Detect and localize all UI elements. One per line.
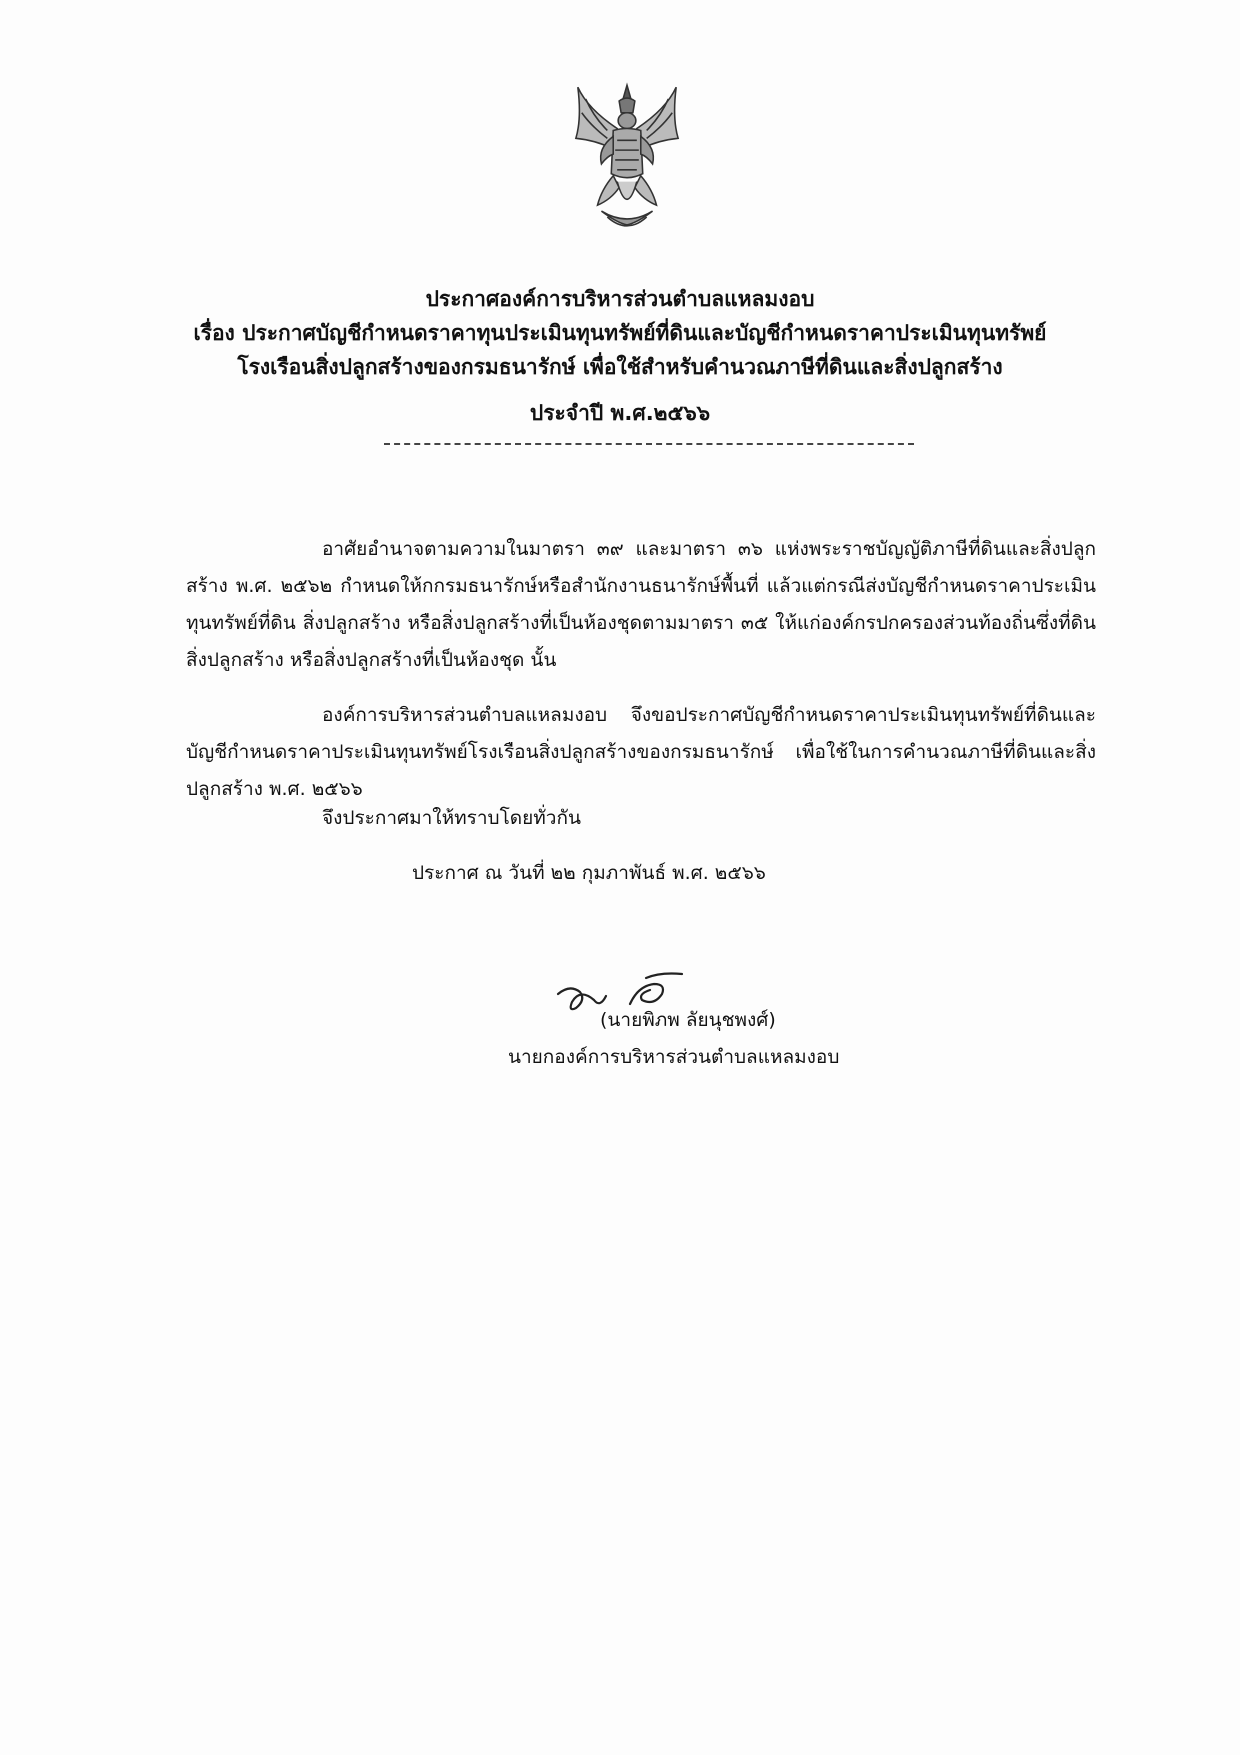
closing-statement: จึงประกาศมาให้ทราบโดยทั่วกัน [322,807,581,829]
body-paragraph-2: องค์การบริหารส่วนตำบลแหลมงอบ จึงขอประกาศบัญชีกำหนดราคาประเมินทุนทรัพย์ที่ดินและบัญชีกำหนดราคาประเมินทุนทรัพย์โรงเรือนสิ่งปลูกสร้างของกรมธนารักษ์ เพื่อใช้ในการคำนวณภาษีที่ดินและสิ่งปลูกสร้าง พ.ศ. ๒๕๖๖ [186,704,1096,800]
fiscal-year-line: ประจำปี พ.ศ.๒๕๖๖ [529,401,711,425]
subject-line: เรื่อง ประกาศบัญชีกำหนดราคาทุนประเมินทุนทรัพย์ที่ดินและบัญชีกำหนดราคาประเมินทุนทรัพย์ [193,321,1047,345]
body-paragraph-1: อาศัยอำนาจตามความในมาตรา ๓๙ และมาตรา ๓๖ แห่งพระราชบัญญัติภาษีที่ดินและสิ่งปลูกสร้าง พ.ศ. ๒๕๖๒ กำหนดให้กกรมธนารักษ์หรือสำนักงานธนารักษ์พื้นที่ แล้วแต่กรณีส่งบัญชีกำหนดราคาประเมินทุนทรัพย์ที่ดิน สิ่งปลูกสร้าง หรือสิ่งปลูกสร้างที่เป็นห้องชุดตามมาตรา ๓๕ ให้แก่องค์กรปกครองส่วนท้องถิ่นซึ่งที่ดิน สิ่งปลูกสร้าง หรือสิ่งปลูกสร้างที่เป็นห้องชุด นั้น [186,538,1096,671]
announcement-title: ประกาศองค์การบริหารส่วนตำบลแหลมงอบ [425,287,815,311]
divider [384,443,914,445]
subject-line-continued: โรงเรือนสิ่งปลูกสร้างของกรมธนารักษ์ เพื่อใช้สำหรับคำนวณภาษีที่ดินและสิ่งปลูกสร้าง [237,355,1003,379]
garuda-emblem-icon [568,78,686,238]
signer-name: (นายพิภพ ลัยนุชพงศ์) [600,1009,776,1031]
signer-position: นายกองค์การบริหารส่วนตำบลแหลมงอบ [508,1046,840,1068]
announcement-date: ประกาศ ณ วันที่ ๒๒ กุมภาพันธ์ พ.ศ. ๒๕๖๖ [412,862,766,884]
